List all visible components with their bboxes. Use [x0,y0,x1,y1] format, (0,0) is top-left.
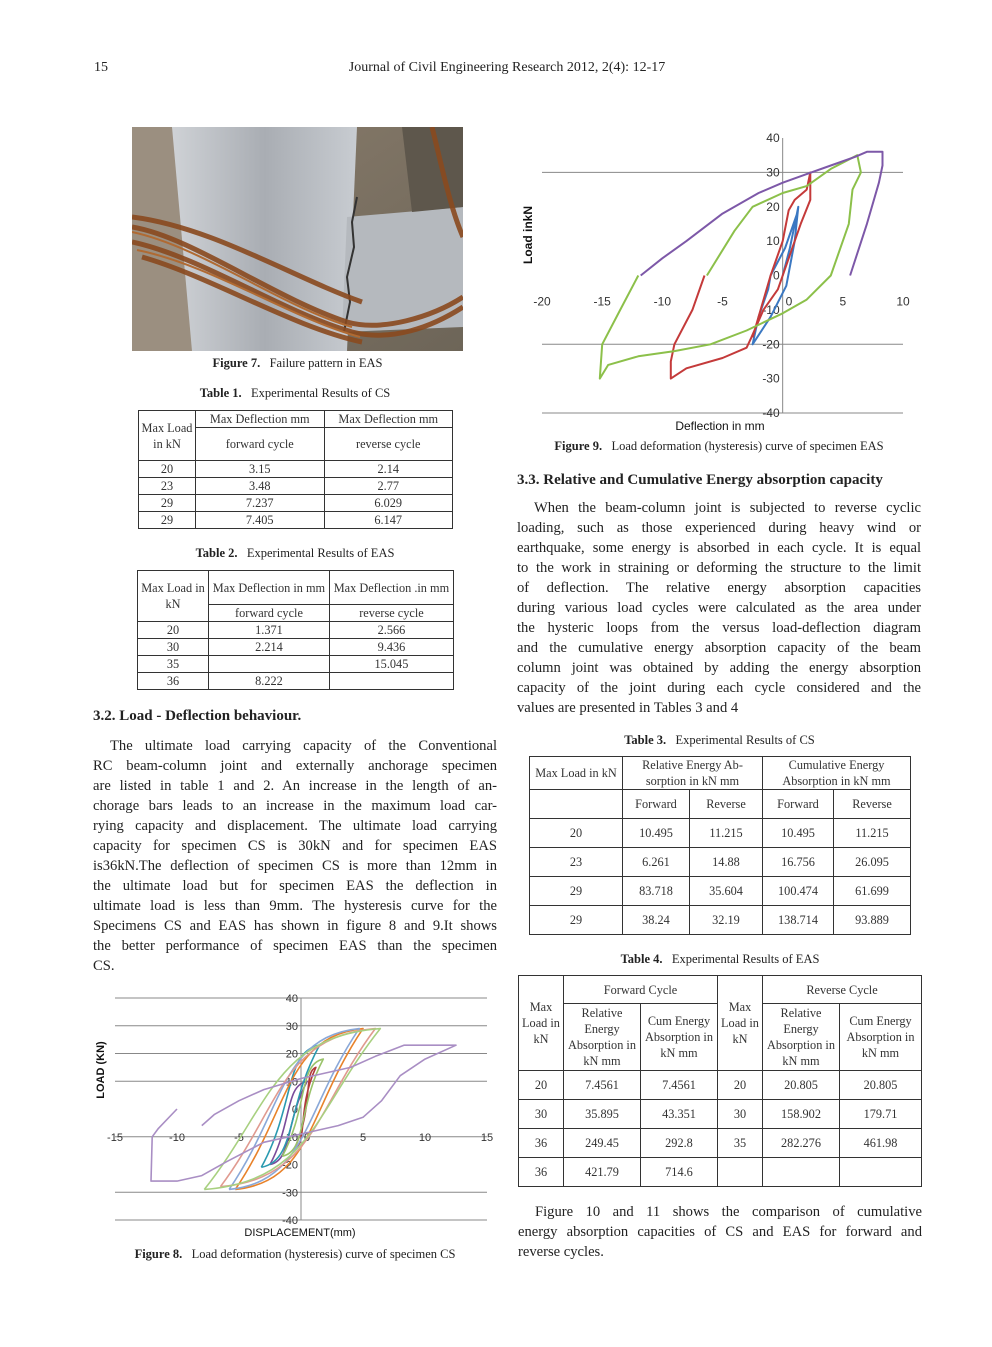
table-cell: 43.351 [641,1100,718,1129]
text-line: Specimens CS and EAS has shown in figure 8 and 9.It shows [93,918,497,934]
y-axis-label: Load inkN [521,205,535,265]
table-row [138,656,454,673]
text-line: loading, such as those experienced during heavy wind or [517,520,921,536]
y-tick-label: 30 [285,1020,298,1033]
header-cell: Relative Energy Ab-sorption in kN mm [623,757,763,790]
table-cell: 138.714 [763,906,834,935]
table-cell: 9.436 [329,639,453,656]
table-cell: 7.237 [196,495,325,512]
empty-cell [530,790,623,819]
figure7-caption: Figure 7. Failure pattern in EAS [212,356,383,370]
y-tick-label: 20 [285,1048,298,1061]
y-axis-label: LOAD (KN) [95,1041,107,1099]
x-tick-label: 0 [304,1131,311,1144]
y-tick-label: -20 [282,1159,298,1172]
x-tick-label: -5 [717,294,728,309]
text-line: CS. [93,958,115,974]
table-row [519,1129,922,1158]
header-cell: Max Load in kN [139,411,196,461]
table-cell: 10.495 [623,819,690,848]
table-cell: 11.215 [690,819,763,848]
table-cell: 2.214 [209,639,330,656]
table-cell: 36 [519,1129,564,1158]
table-cell: 93.889 [834,906,911,935]
header-cell: Max Deflection mm [324,411,453,428]
header-cell: Forward Cycle [564,976,718,1004]
x-tick-label: 5 [839,294,847,309]
figure8-caption: Figure 8. Load deformation (hysteresis) curve of specimen CS [134,1247,456,1261]
table-cell: 30 [138,639,209,656]
text-line: column joint was obtained by adding the energy absorption [517,660,921,676]
table-cell: 38.24 [623,906,690,935]
table-row [139,461,453,478]
y-tick-label: -10 [762,302,780,317]
table-cell: 20 [530,819,623,848]
table-cell: 20.805 [840,1071,922,1100]
header-cell: Reverse Cycle [763,976,922,1004]
figure9-chart [520,125,920,435]
table-cell: 6.261 [623,848,690,877]
text-line: reverse cycles. [518,1244,604,1260]
table2-title: Table 2. Experimental Results of EAS [195,546,395,560]
page-number: 15 [94,60,108,75]
text-line: the hysteric loops from the versus load-deflection diagram [517,620,921,636]
y-tick-label: -30 [282,1187,298,1200]
header-cell: Reverse [690,790,763,819]
table-cell: 421.79 [564,1158,641,1187]
table-cell: 23 [530,848,623,877]
table-row [139,478,453,495]
table-cell: 20 [138,622,209,639]
text-line: to the work in straining or deforming the structure to the limit [517,560,921,576]
table-cell: 6.147 [324,512,453,529]
table1-title: Table 1. Experimental Results of CS [199,386,391,400]
table-row [519,1158,922,1187]
table2 [137,570,454,690]
text-line: during various load cycles were calculated as the area under [517,600,921,616]
header-cell: Cum Energy Absorption in kN mm [840,1004,922,1071]
table-cell: 83.718 [623,877,690,906]
figure9-caption: Figure 9. Load deformation (hysteresis) curve of specimen EAS [554,439,884,453]
x-tick-label: -15 [107,1131,123,1144]
table-row [530,848,911,877]
table-cell: 7.405 [196,512,325,529]
y-tick-label: 0 [291,1104,298,1116]
y-tick-label: -30 [762,371,780,386]
table-cell: 2.566 [329,622,453,639]
table-cell: 32.19 [690,906,763,935]
x-tick-label: -10 [169,1131,185,1144]
table-cell: 30 [519,1100,564,1129]
table-cell [329,673,453,690]
table-cell: 29 [530,906,623,935]
y-tick-label: -10 [282,1131,298,1144]
series-cycle-36 [641,152,883,276]
x-tick-label: 15 [480,1131,494,1144]
table-cell: 29 [139,495,196,512]
table-row [530,819,911,848]
text-line: rying capacity and displacement. The ultimate load carrying [93,818,497,834]
table-cell: 282.276 [763,1129,840,1158]
header-cell: Forward [623,790,690,819]
text-line: Figure 10 and 11 shows the comparison of cumulative [535,1204,922,1220]
header-cell: Max Load in kN [138,571,209,622]
table-row [139,512,453,529]
x-axis-label: Deflection in mm [675,419,765,433]
y-tick-label: -40 [762,406,780,420]
table-cell: 292.8 [641,1129,718,1158]
table-cell: 7.4561 [564,1071,641,1100]
y-tick-label: 30 [766,165,780,180]
figure8-chart [95,985,497,1240]
table-cell: 461.98 [840,1129,922,1158]
failure-pattern-photo [132,127,463,351]
table-cell: 15.045 [329,656,453,673]
header-cell: Max Load in kN [530,757,623,790]
table-row [530,906,911,935]
table-cell [209,656,330,673]
header-cell: Reverse [834,790,911,819]
table-row [519,1100,922,1129]
text-line: the ultimate load but for specimen EAS the deflection in [93,878,497,894]
x-tick-label: 10 [418,1131,432,1144]
table-row [138,622,454,639]
table-cell: 61.699 [834,877,911,906]
text-line: The ultimate load carrying capacity of the Conventional [110,738,497,754]
table-cell [763,1158,840,1187]
table-cell: 158.902 [763,1100,840,1129]
table-cell: 1.371 [209,622,330,639]
table-cell: 20.805 [763,1071,840,1100]
table-cell: 36 [519,1158,564,1187]
table-cell: 2.77 [324,478,453,495]
text-line: is36kN.The deflection of specimen CS is more than 12mm in [93,858,497,874]
table-cell: 714.6 [641,1158,718,1187]
header-cell: Cum Energy Absorption in kN mm [641,1004,718,1071]
section32-paragraph [93,736,497,976]
x-tick-label: -15 [593,294,611,309]
text-line: and the cumulative energy absorption capacity of the beam [517,640,921,656]
table-cell: 3.15 [196,461,325,478]
table-cell: 14.88 [690,848,763,877]
x-tick-label: -20 [533,294,551,309]
header-cell: Max Load in kN [519,976,564,1071]
text-line: of deflection. The relative energy absorption capacities [517,580,921,596]
table-cell: 20 [139,461,196,478]
x-axis-label: DISPLACEMENT(mm) [244,1227,356,1239]
table-cell [840,1158,922,1187]
y-tick-label: 40 [285,993,298,1005]
table-cell: 26.095 [834,848,911,877]
table-cell: 3.48 [196,478,325,495]
table-row [138,673,454,690]
closing-paragraph [518,1202,922,1262]
header-cell: Max Deflection mm [196,411,325,428]
table4 [518,975,922,1187]
x-tick-label: 0 [785,294,793,309]
y-tick-label: 10 [285,1076,298,1089]
table1 [138,410,453,529]
table-cell: 7.4561 [641,1071,718,1100]
text-line: earthquake, some energy is absorbed in each cycle. It is equal [517,540,921,556]
table-cell: 8.222 [209,673,330,690]
x-tick-label: -10 [653,294,672,309]
table-cell: 20 [519,1071,564,1100]
section-heading: 3.3. Relative and Cumulative Energy absorption capacity [517,472,883,488]
table-cell: 2.14 [324,461,453,478]
table-cell: 11.215 [834,819,911,848]
text-line: are listed in table 1 and 2. An increase in the length of an- [93,778,497,794]
header-cell: forward cycle [196,428,325,461]
text-line: ultimate load is less than 9mm. The hysteresis curve for the [93,898,497,914]
y-tick-label: 40 [766,131,780,145]
table-cell: 179.71 [840,1100,922,1129]
table-cell: 29 [530,877,623,906]
y-tick-label: 0 [772,268,780,283]
table-cell: 100.474 [763,877,834,906]
table-cell: 16.756 [763,848,834,877]
table-cell: 249.45 [564,1129,641,1158]
header-cell: Relative Energy Absorption in kN mm [564,1004,641,1071]
header-cell: Forward [763,790,834,819]
table-cell [718,1158,763,1187]
text-line: values are presented in Tables 3 and 4 [517,700,739,716]
table-cell: 20 [718,1071,763,1100]
table-cell: 35.895 [564,1100,641,1129]
y-tick-label: 20 [766,199,780,214]
table-cell: 36 [138,673,209,690]
y-tick-label: -20 [762,337,780,352]
table-cell: 35 [718,1129,763,1158]
text-line: When the beam-column joint is subjected to reverse cyclic [534,500,921,516]
table-cell: 10.495 [763,819,834,848]
header-cell: Max Deflection in mm [209,571,330,605]
table3-title: Table 3. Experimental Results of CS [624,733,815,747]
header-cell: Max Load in kN [718,976,763,1071]
header-cell: reverse cycle [324,428,453,461]
header-cell: Max Deflection .in mm [329,571,453,605]
section-heading: 3.2. Load - Deflection behaviour. [93,708,302,724]
table-cell: 35 [138,656,209,673]
x-tick-label: 10 [896,294,910,309]
series-cycle-35 [600,155,861,378]
header-cell: forward cycle [209,605,330,622]
table-row [519,1071,922,1100]
table-cell: 6.029 [324,495,453,512]
header-cell: Cumulative Energy Absorption in kN mm [763,757,911,790]
text-line: energy absorption capacities of CS and EAS for forward and [518,1224,922,1240]
table-cell: 23 [139,478,196,495]
table-cell: 30 [718,1100,763,1129]
y-tick-label: 10 [766,234,780,249]
text-line: capacity of the joint during each cycle considered and the [517,680,921,696]
text-line: the better performance of specimen EAS than the specimen [93,938,497,954]
journal-title: Journal of Civil Engineering Research 2012, 2(4): 12-17 [348,60,666,75]
table-row [138,639,454,656]
table-cell: 35.604 [690,877,763,906]
x-tick-label: 5 [359,1131,367,1144]
section33-paragraph [517,498,921,718]
y-tick-label: -40 [282,1215,298,1227]
x-tick-label: -5 [234,1131,244,1144]
text-line: chorage bars leads to an increase in the maximum load car- [93,798,497,814]
header-cell: Relative Energy Absorption in kN mm [763,1004,840,1071]
table-row [139,495,453,512]
table-cell: 29 [139,512,196,529]
text-line: RC beam-column joint and externally anchorage specimen [93,758,497,774]
text-line: capacity for specimen CS is 30kN and for specimen EAS [93,838,497,854]
table3 [529,756,911,935]
table-row [530,877,911,906]
header-cell: reverse cycle [329,605,453,622]
table4-title: Table 4. Experimental Results of EAS [620,952,820,966]
